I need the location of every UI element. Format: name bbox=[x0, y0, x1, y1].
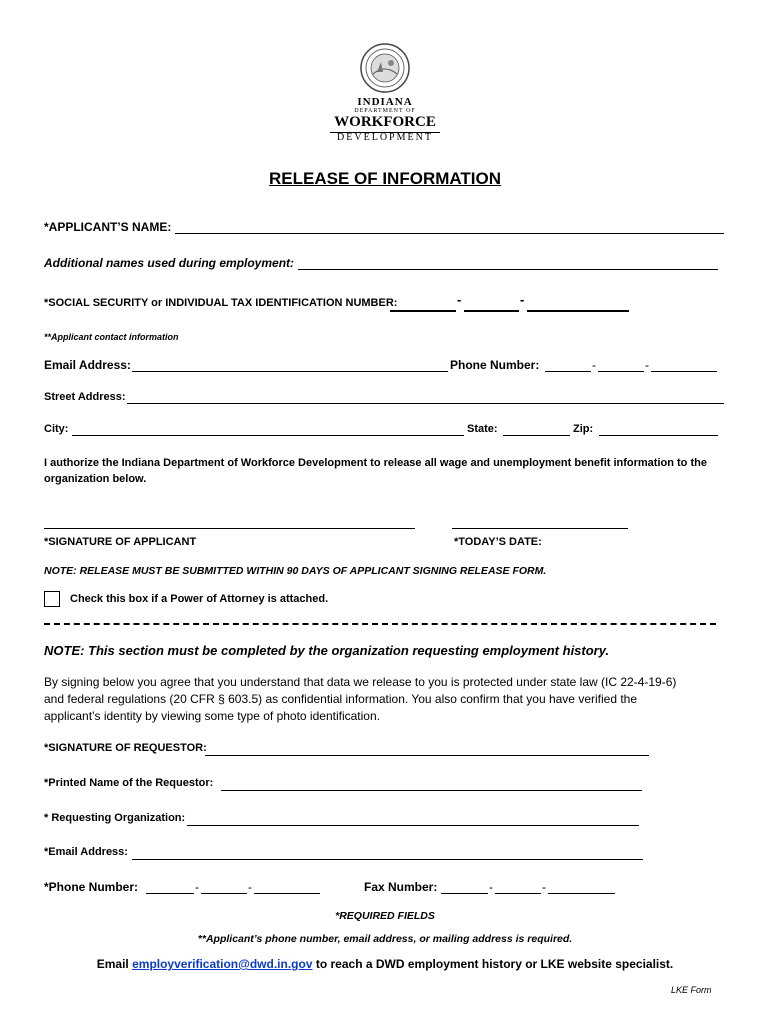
applicant-signature-field[interactable] bbox=[44, 528, 415, 529]
logo-line4: DEVELOPMENT bbox=[337, 132, 433, 143]
email-label: Email Address: bbox=[44, 358, 131, 372]
fax-dash-1: - bbox=[489, 880, 493, 894]
street-field[interactable] bbox=[127, 403, 724, 404]
authorization-text-line2: organization below. bbox=[44, 473, 147, 485]
phone-field-part3[interactable] bbox=[651, 371, 717, 372]
requestor-phone-dash-1: - bbox=[195, 880, 199, 894]
section-divider bbox=[44, 623, 716, 625]
ssn-field-part2[interactable] bbox=[464, 310, 519, 312]
phone-dash-2: - bbox=[645, 358, 649, 372]
fax-part2[interactable] bbox=[495, 893, 541, 894]
form-id: LKE Form bbox=[671, 985, 712, 995]
zip-label: Zip: bbox=[573, 423, 594, 435]
authorization-text-line1: I authorize the Indiana Department of Workforce Development to release all wage and unemployment benefit information to the bbox=[44, 457, 707, 469]
required-fields-note: *REQUIRED FIELDS bbox=[335, 910, 435, 922]
ssn-field-part3[interactable] bbox=[527, 310, 629, 312]
logo-line2: DEPARTMENT OF bbox=[354, 108, 416, 114]
phone-label: Phone Number: bbox=[450, 358, 540, 372]
contact-line bbox=[0, 957, 770, 971]
consent-paragraph-line3: applicant’s identity by viewing some type of photo identification. bbox=[44, 709, 380, 723]
applicant-name-label: *APPLICANT’S NAME: bbox=[44, 220, 172, 234]
fax-part3[interactable] bbox=[548, 893, 615, 894]
requestor-email-label: *Email Address: bbox=[44, 846, 128, 858]
phone-field-part2[interactable] bbox=[598, 371, 644, 372]
printed-name-field[interactable] bbox=[221, 790, 642, 791]
state-field[interactable] bbox=[503, 435, 570, 436]
form-title: RELEASE OF INFORMATION bbox=[268, 169, 501, 188]
logo-line3: WORKFORCE bbox=[334, 114, 436, 130]
contact-info-note: **Applicant contact information bbox=[44, 332, 179, 342]
ssn-dash-1: - bbox=[457, 292, 462, 307]
phone-dash-1: - bbox=[592, 358, 596, 372]
requestor-phone-part1[interactable] bbox=[146, 893, 194, 894]
city-label: City: bbox=[44, 423, 69, 435]
ssn-dash-2: - bbox=[520, 292, 525, 307]
printed-name-label: *Printed Name of the Requestor: bbox=[44, 777, 214, 789]
city-field[interactable] bbox=[72, 435, 464, 436]
power-of-attorney-label: Check this box if a Power of Attorney is attached. bbox=[70, 593, 329, 605]
consent-paragraph-line2: and federal regulations (20 CFR § 603.5) as confidential information. You also confirm that you have verified the bbox=[44, 692, 638, 706]
fax-label: Fax Number: bbox=[364, 880, 438, 894]
applicant-name-field[interactable] bbox=[175, 233, 724, 234]
logo-line1: INDIANA bbox=[357, 96, 413, 108]
requestor-email-field[interactable] bbox=[132, 859, 643, 860]
requestor-phone-part2[interactable] bbox=[201, 893, 247, 894]
release-deadline-note: NOTE: RELEASE MUST BE SUBMITTED WITHIN 90 DAYS OF APPLICANT SIGNING RELEASE FORM. bbox=[44, 565, 547, 577]
requestor-section-note: NOTE: This section must be completed by the organization requesting employment history. bbox=[44, 643, 610, 658]
requesting-organization-field[interactable] bbox=[187, 825, 639, 826]
fax-part1[interactable] bbox=[441, 893, 488, 894]
requestor-phone-label: *Phone Number: bbox=[44, 880, 139, 894]
requestor-signature-field[interactable] bbox=[205, 755, 649, 756]
email-field[interactable] bbox=[132, 371, 448, 372]
contact-prefix: Email bbox=[96, 957, 129, 971]
contact-suffix: to reach a DWD employment history or LKE website specialist. bbox=[315, 957, 674, 971]
contact-email-link[interactable]: employverification@dwd.in.gov bbox=[132, 957, 313, 971]
requestor-signature-label: *SIGNATURE OF REQUESTOR: bbox=[44, 742, 207, 754]
requestor-phone-part3[interactable] bbox=[254, 893, 320, 894]
todays-date-field[interactable] bbox=[452, 528, 628, 529]
fax-dash-2: - bbox=[542, 880, 546, 894]
state-label: State: bbox=[467, 423, 498, 435]
street-label: Street Address: bbox=[44, 391, 126, 403]
power-of-attorney-checkbox[interactable] bbox=[44, 591, 60, 607]
ssn-field-part1[interactable] bbox=[390, 310, 456, 312]
additional-names-field[interactable] bbox=[298, 269, 718, 270]
consent-paragraph-line1: By signing below you agree that you understand that data we release to you is protected under state law (IC 22-4-19-6) bbox=[44, 675, 677, 689]
requestor-phone-dash-2: - bbox=[248, 880, 252, 894]
additional-names-label: Additional names used during employment: bbox=[44, 256, 295, 270]
requesting-organization-label: * Requesting Organization: bbox=[44, 812, 186, 824]
applicant-required-note: **Applicant’s phone number, email address, or mailing address is required. bbox=[197, 933, 573, 945]
dwd-logo bbox=[322, 42, 448, 144]
ssn-label: *SOCIAL SECURITY or INDIVIDUAL TAX IDENTIFICATION NUMBER: bbox=[44, 297, 398, 309]
applicant-signature-label: *SIGNATURE OF APPLICANT bbox=[44, 536, 197, 548]
phone-field-part1[interactable] bbox=[545, 371, 591, 372]
state-seal-icon bbox=[359, 42, 411, 94]
zip-field[interactable] bbox=[599, 435, 718, 436]
todays-date-label: *TODAY’S DATE: bbox=[454, 536, 542, 548]
